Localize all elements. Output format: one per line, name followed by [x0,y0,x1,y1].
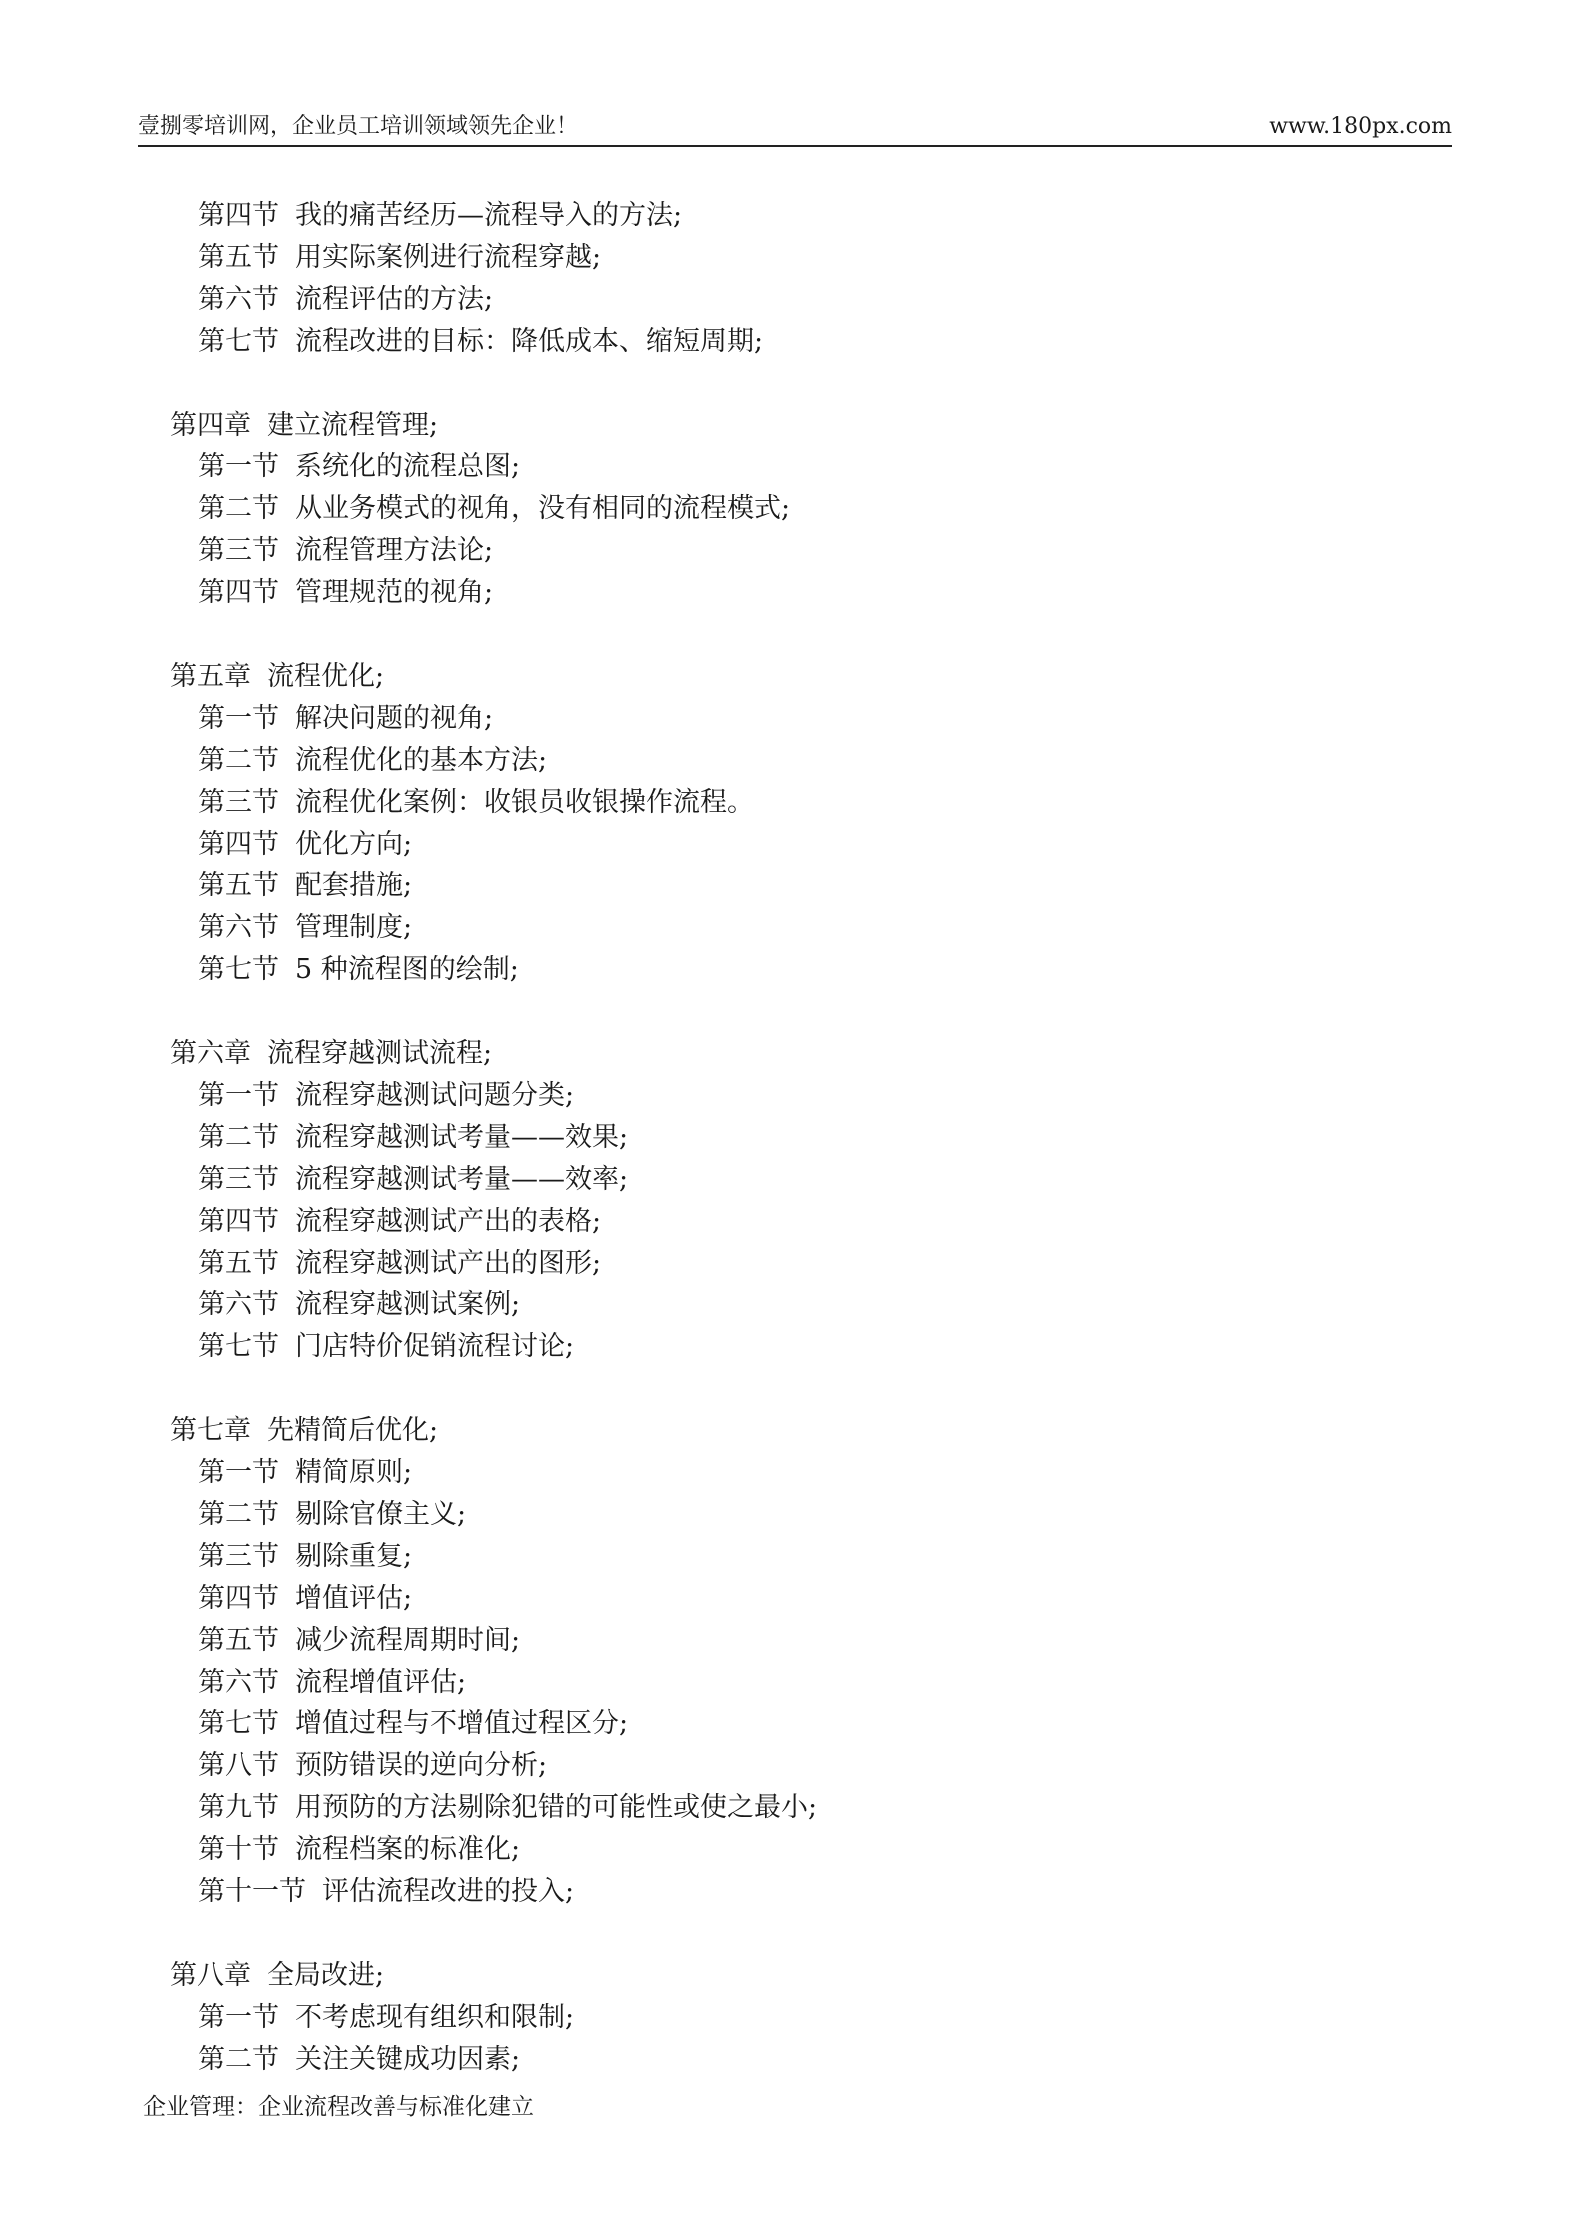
section-title: 5 种流程图的绘制; [295,954,519,986]
section-title: 流程穿越测试考量——效果; [295,1121,629,1153]
section-number: 第二节 [198,493,279,525]
toc-section-entry [198,240,601,276]
section-number: 第三节 [198,1163,279,1195]
section-title: 流程穿越测试案例; [295,1289,521,1321]
section-number: 第一节 [198,451,279,483]
section-title: 流程改进的目标：降低成本、缩短周期; [295,325,764,357]
chapter-number: 第五章 [170,660,251,692]
section-title: 解决问题的视角; [295,702,494,734]
section-number: 第十一节 [198,1876,306,1907]
toc-section-entry [198,1078,574,1114]
section-title: 增值评估; [295,1582,413,1614]
section-number: 第三节 [198,1540,279,1572]
section-number: 第四节 [198,577,279,609]
toc-section-entry [198,1581,412,1617]
toc-section-entry [198,868,412,904]
toc-chapter-entry [170,659,384,695]
toc-section-entry [198,1623,520,1659]
toc-chapter-entry [170,408,438,444]
section-number: 第一节 [198,2001,279,2033]
header-divider [138,145,1452,147]
toc-section-entry [198,2042,520,2078]
toc-section-entry [198,827,412,863]
section-title: 我的痛苦经历—流程导入的方法; [295,200,683,231]
toc-chapter-entry [170,1036,492,1072]
section-number: 第五节 [198,1624,279,1656]
section-title: 流程穿越测试产出的表格; [295,1205,602,1237]
section-title: 增值过程与不增值过程区分; [295,1708,629,1740]
section-title: 流程管理方法论; [295,535,494,567]
toc-section-entry [198,785,754,821]
header-site-url: www.180px.com [1269,114,1452,139]
section-number: 第二节 [198,1498,279,1530]
toc-section-entry [198,1665,466,1701]
chapter-title: 建立流程管理; [267,409,439,441]
toc-section-entry [198,1120,628,1156]
chapter-title: 全局改进; [267,1959,385,1991]
section-title: 流程穿越测试问题分类; [295,1079,575,1111]
section-number: 第一节 [198,1457,279,1488]
chapter-title: 先精简后优化; [267,1415,439,1447]
chapter-number: 第四章 [170,409,251,441]
toc-section-entry [198,1162,628,1198]
toc-section-entry [198,1539,412,1575]
toc-section-entry [198,910,412,946]
section-number: 第三节 [198,535,279,567]
section-title: 用预防的方法剔除犯错的可能性或使之最小; [295,1792,818,1824]
section-title: 评估流程改进的投入; [322,1876,575,1907]
section-number: 第五节 [198,1247,279,1279]
toc-section-entry [198,1748,547,1784]
toc-section-entry [198,1706,628,1742]
toc-section-entry [198,1497,466,1533]
toc-section-entry [198,324,763,360]
section-title: 管理制度; [295,912,413,944]
section-title: 精简原则; [295,1457,413,1488]
section-number: 第二节 [198,744,279,776]
toc-section-entry [198,1455,412,1491]
section-title: 预防错误的逆向分析; [295,1750,548,1782]
section-title: 减少流程周期时间; [295,1624,521,1656]
toc-section-entry [198,1329,574,1365]
section-number: 第四节 [198,828,279,860]
section-title: 关注关键成功因素; [295,2043,521,2075]
toc-section-entry [198,491,790,527]
section-title: 流程穿越测试产出的图形; [295,1247,602,1279]
section-number: 第四节 [198,1205,279,1237]
toc-section-entry [198,743,547,779]
section-title: 管理规范的视角; [295,577,494,609]
section-title: 优化方向; [295,828,413,860]
section-title: 系统化的流程总图; [295,451,521,483]
section-number: 第一节 [198,702,279,734]
section-title: 剔除重复; [295,1540,413,1572]
header-site-slogan: 壹捌零培训网，企业员工培训领域领先企业！ [138,114,579,139]
chapter-title: 流程穿越测试流程; [267,1038,493,1069]
toc-section-entry [198,701,493,737]
toc-section-entry [198,282,493,318]
section-number: 第七节 [198,1331,279,1363]
section-number: 第五节 [198,870,279,902]
toc-section-entry [198,575,493,611]
chapter-number: 第八章 [170,1959,251,1991]
toc-section-entry [198,198,682,234]
section-number: 第四节 [198,200,279,231]
toc-chapter-entry [170,1958,384,1994]
chapter-number: 第七章 [170,1415,251,1447]
toc-section-entry [198,1874,574,1910]
section-title: 流程评估的方法; [295,283,494,315]
section-title: 流程档案的标准化; [295,1834,521,1866]
section-number: 第六节 [198,1289,279,1321]
section-number: 第十节 [198,1834,279,1866]
toc-section-entry [198,1832,520,1868]
section-title: 流程优化案例：收银员收银操作流程。 [295,786,754,818]
section-number: 第七节 [198,1708,279,1740]
toc-section-entry [198,1246,601,1282]
section-title: 流程增值评估; [295,1666,467,1698]
section-number: 第七节 [198,954,279,986]
section-number: 第八节 [198,1750,279,1782]
page-header [138,112,1452,142]
section-title: 用实际案例进行流程穿越; [295,241,602,273]
section-number: 第三节 [198,786,279,818]
section-title: 门店特价促销流程讨论; [295,1331,575,1363]
section-number: 第六节 [198,283,279,315]
toc-section-entry [198,1287,520,1323]
section-title: 剔除官僚主义; [295,1498,467,1530]
toc-section-entry [198,1790,817,1826]
toc-section-entry [198,1204,601,1240]
section-number: 第五节 [198,241,279,273]
section-number: 第六节 [198,912,279,944]
toc-section-entry [198,2000,574,2036]
section-number: 第六节 [198,1666,279,1698]
section-title: 配套措施; [295,870,413,902]
toc-section-entry [198,449,520,485]
section-title: 流程优化的基本方法; [295,744,548,776]
toc-section-entry [198,533,493,569]
section-number: 第七节 [198,325,279,357]
toc-chapter-entry [170,1413,438,1449]
chapter-number: 第六章 [170,1038,251,1069]
section-title: 流程穿越测试考量——效率; [295,1163,629,1195]
section-number: 第一节 [198,1079,279,1111]
section-number: 第二节 [198,2043,279,2075]
section-title: 从业务模式的视角，没有相同的流程模式; [295,493,791,525]
section-number: 第四节 [198,1582,279,1614]
section-number: 第二节 [198,1121,279,1153]
page-footer: 企业管理：企业流程改善与标准化建立 [143,2094,534,2120]
section-title: 不考虑现有组织和限制; [295,2001,575,2033]
section-number: 第九节 [198,1792,279,1824]
chapter-title: 流程优化; [267,660,385,692]
toc-section-entry [198,952,519,988]
